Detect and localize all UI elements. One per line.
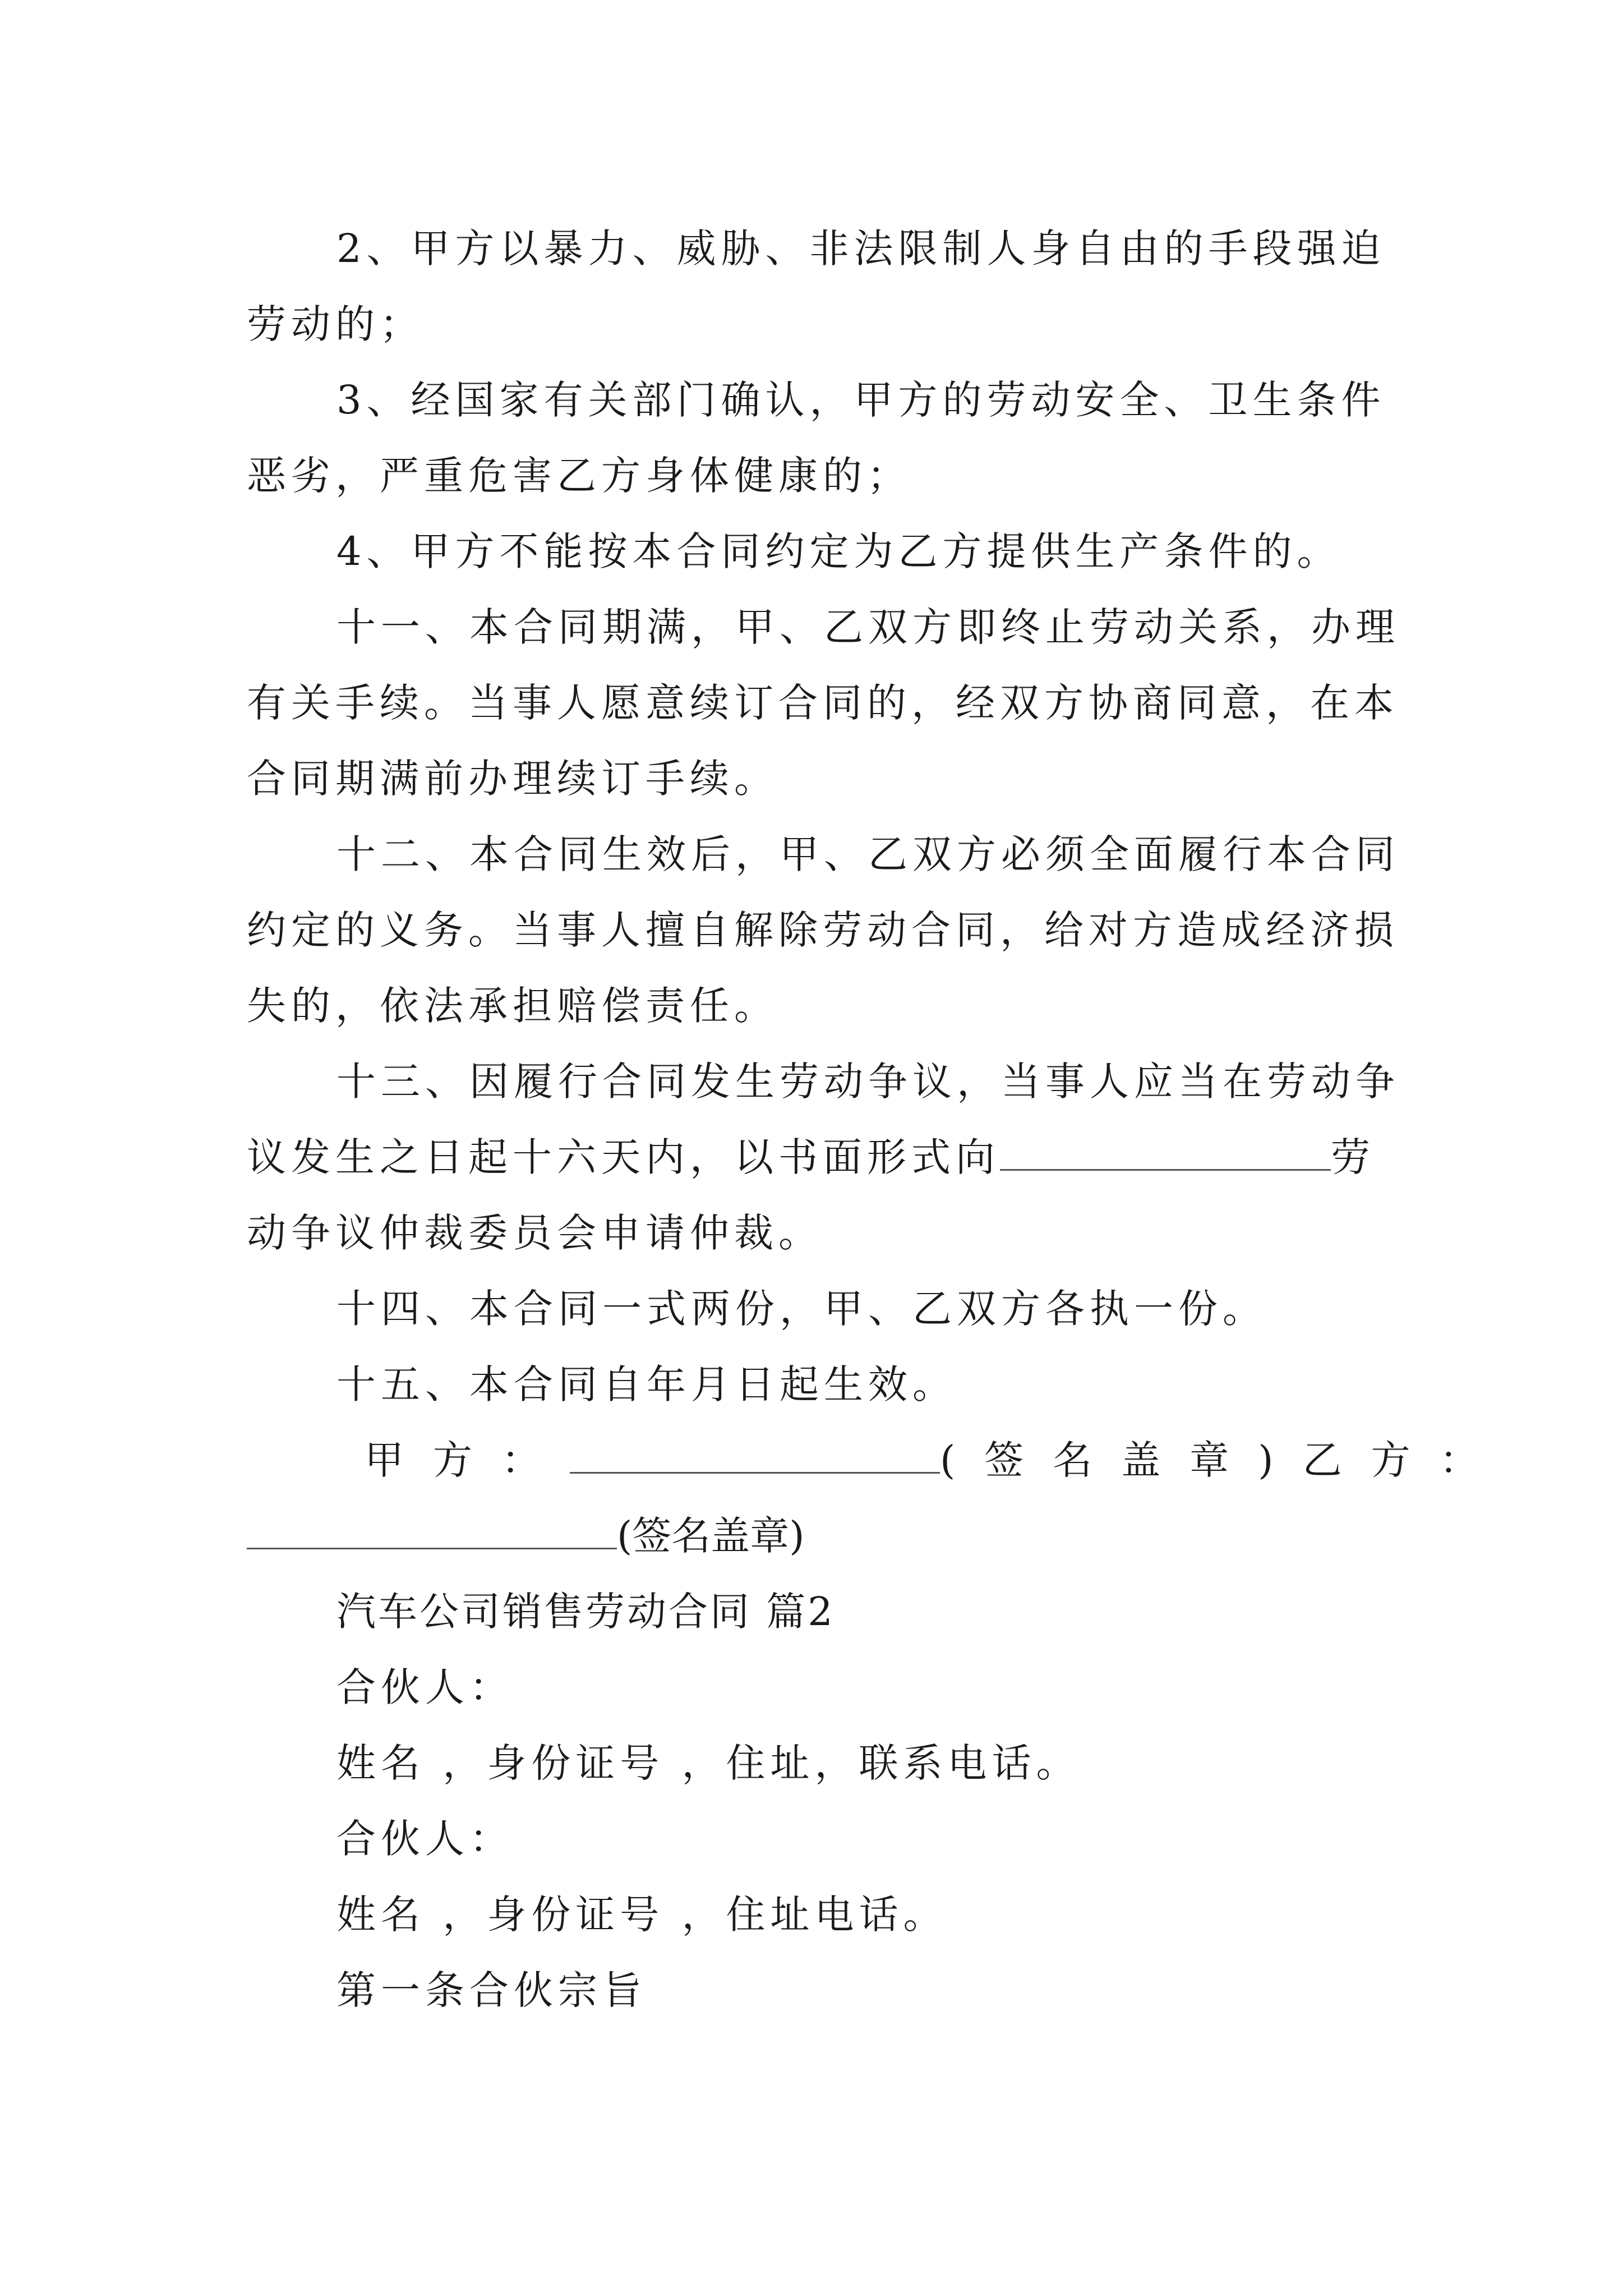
fill-in-blank: [1000, 1135, 1331, 1171]
line-text: 议发生之日起十六天内，以书面形式向: [247, 1134, 1000, 1180]
paragraph-line: 合同期满前办理续订手续。: [247, 756, 778, 802]
seal-label: (签名盖章): [617, 1513, 805, 1559]
paragraph-line: 约定的义务。当事人擅自解除劳动合同，给对方造成经济损: [247, 907, 1399, 953]
paragraph-line: 失的，依法承担赔偿责任。: [247, 983, 778, 1029]
paragraph-line: 十四、本合同一式两份，甲、乙双方各执一份。: [336, 1286, 1267, 1332]
paragraph-line: 恶劣，严重危害乙方身体健康的；: [247, 453, 911, 499]
paragraph-line: 合伙人：: [336, 1816, 514, 1862]
section-title: 汽车公司销售劳动合同 篇2: [336, 1589, 835, 1635]
paragraph-line: 有关手续。当事人愿意续订合同的，经双方协商同意，在本: [247, 680, 1399, 726]
paragraph-line: 十一、本合同期满，甲、乙双方即终止劳动关系，办理: [336, 604, 1400, 650]
signature-row: [247, 1511, 805, 1561]
paragraph-line: 4、甲方不能按本合同约定为乙方提供生产条件的。: [336, 528, 1341, 574]
paragraph-line: 姓名 ，身份证号 ，住址电话。: [336, 1892, 948, 1938]
party-a-label: 甲方：: [365, 1437, 570, 1483]
paragraph-line: 十二、本合同生效后，甲、乙双方必须全面履行本合同: [336, 831, 1400, 877]
line-text: 劳: [1331, 1134, 1375, 1180]
paragraph-line: 劳动的；: [247, 301, 424, 347]
party-b-label: (签名盖章)乙方：: [940, 1437, 1508, 1483]
paragraph-line: 第一条合伙宗旨: [336, 1967, 647, 2013]
paragraph-line: 动争议仲裁委员会申请仲裁。: [247, 1210, 823, 1256]
paragraph-line: 十三、因履行合同发生劳动争议，当事人应当在劳动争: [336, 1059, 1400, 1105]
paragraph-line: 十五、本合同自年月日起生效。: [336, 1361, 957, 1407]
party-a-signature-blank: [570, 1438, 940, 1474]
paragraph-line: 姓名 ，身份证号 ，住址，联系电话。: [336, 1740, 1081, 1786]
signature-row: [365, 1435, 1508, 1485]
party-b-signature-blank: [247, 1514, 617, 1549]
paragraph-line: 合伙人：: [336, 1664, 514, 1710]
paragraph-line: 2、甲方以暴力、威胁、非法限制人身自由的手段强迫: [336, 226, 1386, 272]
paragraph-line: [247, 1132, 1375, 1182]
paragraph-line: 3、经国家有关部门确认，甲方的劳动安全、卫生条件: [336, 377, 1386, 423]
